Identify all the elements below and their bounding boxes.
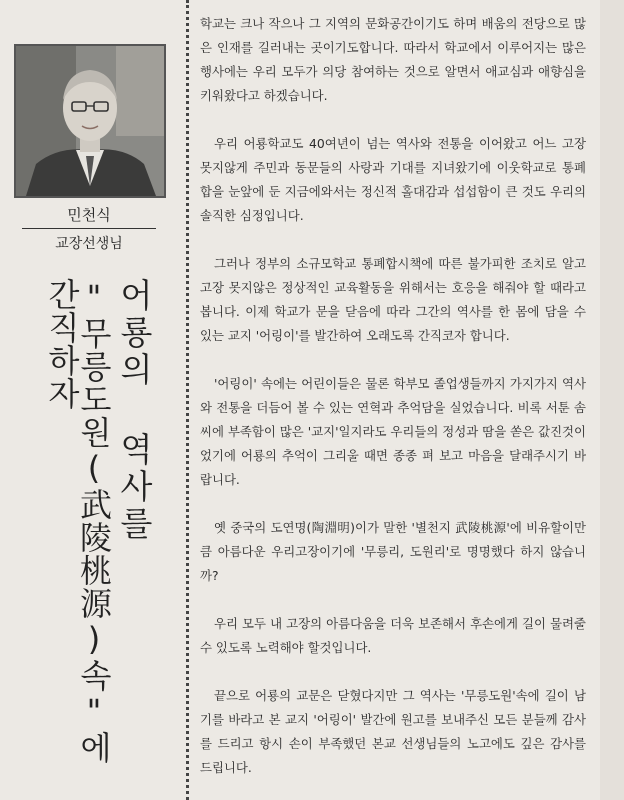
vertical-title-line-1: 어룡의 역사를 xyxy=(115,278,154,543)
article-body xyxy=(200,12,586,780)
paragraph: 우리 모두 내 고장의 아름다움을 더욱 보존해서 후손에게 길이 물려줄수 있도록 노력해야 할것입니다. xyxy=(200,616,586,655)
paragraph: 그러나 정부의 소규모학교 통폐합시책에 따른 불가피한 조치로 알고 고장 못지않은 정상적인 교육활동을 위해서는 호응을 해줘야 할 때라고 봅니다. 이제 학교가 문을 닫음에 따라 그간의 역사를 한 몸에 담을 수 있는 교지 '어링이'를 발간하여 오래도록 간직코자 합니다. xyxy=(200,256,586,343)
dotted-divider xyxy=(186,0,189,800)
paragraph: 학교는 크나 작으나 그 지역의 문화공간이기도 하며 배움의 전당으로 많은 인재를 길러내는 곳이기도합니다. 따라서 학교에서 이루어지는 많은 행사에는 우리 모두가 의당 참여하는 것으로 알면서 애교심과 애향심을 키워왔다고 하겠습니다. xyxy=(200,16,586,103)
author-role: 교장선생님 xyxy=(55,236,123,252)
author-name: 민천식 xyxy=(22,204,156,229)
author-caption xyxy=(22,204,156,253)
paragraph: 우리 어룡학교도 40여년이 넘는 역사와 전통을 이어왔고 어느 고장 못지않게 주민과 동문들의 사랑과 기대를 지녀왔기에 이웃학교로 통폐합을 눈앞에 둔 지금에와서는 정신적 홀대감과 섭섭함이 큰 것도 우리의 솔직한 심정입니다. xyxy=(200,136,586,223)
vertical-title-line-2: "무릉도원(武陵桃源)속"에 간직하자 xyxy=(43,278,113,764)
author-portrait xyxy=(14,44,166,198)
facing-page-edge xyxy=(600,0,624,800)
paragraph: 끝으로 어룡의 교문은 닫혔다지만 그 역사는 '무릉도원'속에 길이 남기를 바라고 본 교지 '어링이' 발간에 원고를 보내주신 모든 분들께 감사를 드리고 항시 손이 부족했던 본교 선생님들의 노고에도 깊은 감사를 드립니다. xyxy=(200,688,586,775)
paragraph: 옛 중국의 도연명(陶淵明)이가 말한 '별천지 武陵桃源'에 비유할이만큼 아름다운 우리고장이기에 '무릉리, 도원리'로 명명했다 하지 않습니까? xyxy=(200,520,586,583)
paragraph: '어링이' 속에는 어린이들은 물론 학부모 졸업생들까지 가지가지 역사와 전통을 더듬어 볼 수 있는 연혁과 추억담을 실었습니다. 비록 서툰 솜씨에 부족함이 많은 '교지'일지라도 우리들의 정성과 땀을 쏟은 값진것이었기에 어룡의 추억이 그리울 때면 종종 펴 보고 마음을 달래주시기 바랍니다. xyxy=(200,376,586,487)
